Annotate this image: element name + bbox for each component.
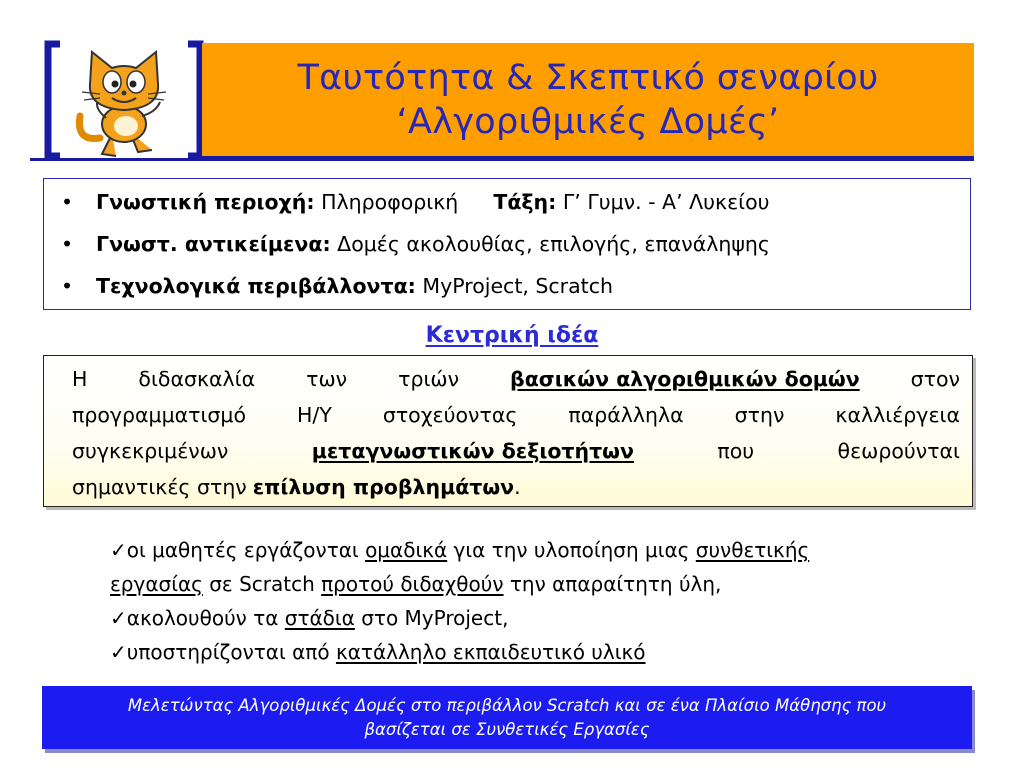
checklist-emphasis: προτού διδαχθούν [321, 572, 504, 596]
environments-label: Τεχνολογικά περιβάλλοντα: [96, 274, 416, 298]
checklist-emphasis: ομαδικά [365, 538, 448, 562]
title-banner [202, 43, 974, 159]
idea-word: στην [734, 403, 785, 427]
checklist-text: ακολουθούν τα [126, 606, 285, 630]
footer-line-1: Μελετώντας Αλγοριθμικές Δομές στο περιβάλλον Scratch και σε ένα Πλαίσιο Μάθησης που [127, 695, 887, 715]
bullet: • [61, 190, 74, 214]
grade-value: Γ’ Γυμν. - Α’ Λυκείου [562, 190, 770, 214]
subject-value: Πληροφορική [321, 190, 459, 214]
central-idea-box [43, 355, 973, 507]
page-title-line1: Ταυτότητα & Σκεπτικό σεναρίου [297, 57, 879, 98]
idea-word: καλλιέργεια [835, 403, 960, 427]
checklist-text: οι μαθητές εργάζονται [126, 538, 366, 562]
central-idea-heading: Κεντρική ιδέα [425, 323, 599, 348]
idea-line-1 [72, 362, 960, 396]
checklist-text: την απαραίτητη ύλη, [503, 572, 722, 596]
idea-word: . [514, 475, 521, 499]
course-info-box [43, 178, 971, 310]
idea-word: των [306, 367, 348, 391]
checklist-text: υποστηρίζονται από [126, 640, 336, 664]
idea-word: που [717, 439, 755, 463]
footer-banner [42, 686, 972, 749]
idea-word: διδασκαλία [138, 367, 256, 391]
idea-word: Η [72, 367, 88, 391]
subject-label: Γνωστική περιοχή: [96, 190, 315, 214]
footer-line-2: βασίζεται σε Συνθετικές Εργασίες [364, 719, 650, 739]
scratch-logo [42, 40, 206, 160]
header-divider [30, 158, 974, 161]
checklist-text: για την υλοποίηση μιας [447, 538, 696, 562]
check-icon: ✓ [110, 640, 127, 664]
check-icon: ✓ [110, 538, 127, 562]
checklist-emphasis: συνθετικής [695, 538, 810, 562]
topics-label: Γνωστ. αντικείμενα: [96, 232, 331, 256]
idea-word: θεωρούνται [837, 439, 960, 463]
idea-word: Η/Υ [297, 403, 332, 427]
topics-value: Δομές ακολουθίας, επιλογής, επανάληψης [337, 232, 770, 256]
checklist-emphasis: εργασίας [110, 572, 203, 596]
idea-word: προγραμματισμό [72, 403, 247, 427]
check-icon: ✓ [110, 606, 127, 630]
idea-word: στοχεύοντας [382, 403, 518, 427]
checklist-item-1 [110, 533, 809, 567]
checklist-emphasis: στάδια [284, 606, 355, 630]
idea-line-2 [72, 398, 960, 432]
idea-emphasis-structures: βασικών αλγοριθμικών δομών [510, 367, 860, 391]
environments-value: MyProject, Scratch [422, 274, 613, 298]
scratch-cat-icon [42, 40, 206, 160]
page-title-line2: ‘Αλγοριθμικές Δομές’ [396, 101, 780, 142]
checklist-item-3 [110, 635, 646, 669]
checklist-item-1-cont [110, 567, 721, 601]
idea-word: παράλληλα [568, 403, 684, 427]
bullet: • [61, 274, 74, 298]
checklist-item-2 [110, 601, 508, 635]
idea-word: στον [910, 367, 960, 391]
idea-line-4 [72, 470, 960, 504]
checklist-emphasis: κατάλληλο εκπαιδευτικό υλικό [335, 640, 646, 664]
idea-word: συγκεκριμένων [72, 439, 229, 463]
idea-emphasis-problem-solving: επίλυση προβλημάτων [252, 475, 515, 499]
idea-line-3 [72, 434, 960, 468]
checklist-text: σε Scratch [202, 572, 322, 596]
bullet: • [61, 232, 74, 256]
checklist-text: στο MyProject, [354, 606, 509, 630]
idea-word: τριών [398, 367, 460, 391]
idea-word: σημαντικές στην [72, 475, 247, 499]
idea-emphasis-metacognitive: μεταγνωστικών δεξιοτήτων [311, 439, 634, 463]
grade-label: Τάξη: [493, 190, 557, 214]
